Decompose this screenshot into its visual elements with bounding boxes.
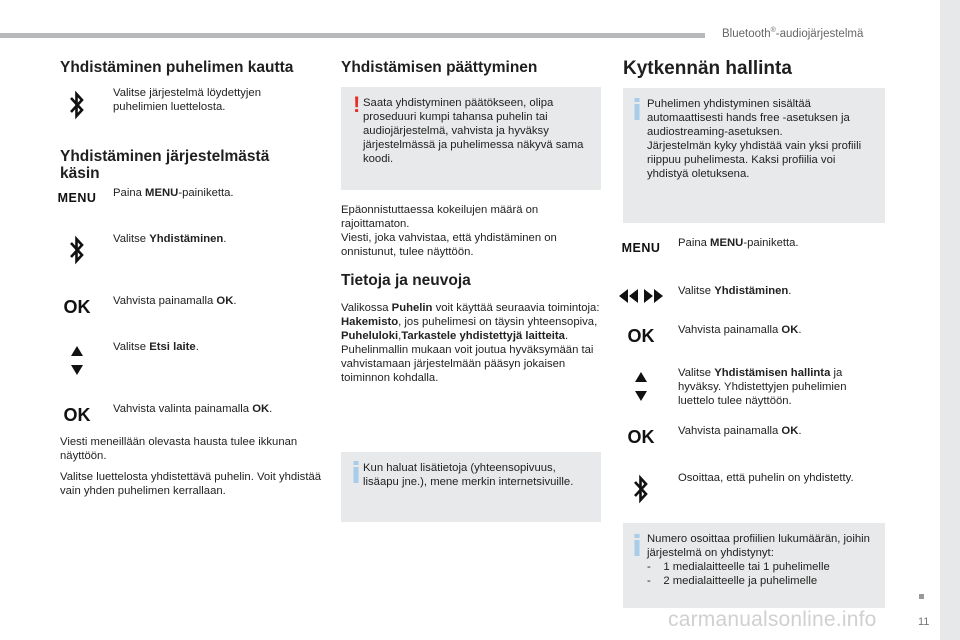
warning-box — [341, 87, 601, 190]
step-2 — [57, 228, 226, 272]
step-2 — [621, 283, 791, 309]
step-text: Osoittaa, että puhelin on yhdistetty. — [678, 472, 854, 484]
heading-pairing-end: Yhdistämisen päättyminen — [341, 59, 538, 76]
step-1 — [621, 236, 799, 260]
step-3 — [57, 294, 237, 320]
up-down-arrows-icon — [57, 340, 97, 380]
ok-button-icon: OK — [627, 325, 655, 346]
step-text: Vahvista valinta painamalla OK. — [113, 403, 273, 415]
page-header-title: Bluetooth®-audiojärjestelmä — [722, 27, 864, 40]
step-phone-select — [57, 86, 313, 124]
step-text: Valitse Yhdistämisen hallinta ja hyväksy. Yhdistettyjen puhelimien luettelo tulee näyttöön. — [678, 367, 847, 407]
info-icon — [634, 98, 639, 125]
info-icon — [634, 534, 639, 561]
step-text: Paina MENU-painiketta. — [113, 187, 234, 199]
step-5 — [57, 402, 272, 428]
ok-button-icon: OK — [63, 404, 91, 425]
step-4 — [57, 340, 199, 380]
page-number: 11 — [918, 616, 930, 628]
sidebar-marker — [919, 594, 924, 599]
step-text: Valitse Yhdistäminen. — [678, 285, 792, 297]
info-text: Numero osoittaa profiilien lukumäärän, joihin järjestelmä on yhdistynyt: - 1 medialaitteelle tai 1 puhelimelle - 2 medialaitteelle ja puhelimelle — [647, 533, 870, 587]
step-text: Valitse järjestelmä löydettyjen puhelimien luettelosta. — [113, 87, 261, 113]
header-bar — [0, 33, 705, 38]
paragraph-select-phone: Valitse luettelosta yhdistettävä puhelin. Voit yhdistää vain yhden puhelimen kerrallaan. — [60, 471, 322, 497]
info-text: Puhelimen yhdistyminen sisältää automaattisesti hands free -asetuksen ja audiostreaming-asetuksen. Järjestelmän kyky yhdistää vain yksi profiili riippuu puhelimesta. Kaksi profiilia voi yhdistyä oletuksena. — [647, 98, 862, 180]
step-text: Valitse Yhdistäminen. — [113, 233, 227, 245]
step-text: Valitse Etsi laite. — [113, 341, 199, 353]
bluetooth-icon — [621, 469, 661, 509]
step-1 — [57, 186, 234, 210]
paragraph-phone-menu: Valikossa Puhelin voit käyttää seuraavia toimintoja: Hakemisto, jos puhelimesi on täysin yhteensopiva, Puheluloki,Tarkastele yhdistettyjä laitteita. Puhelinmallin mukaan voit joutua hyväksymään tai vahvistamaan järjestelmään pääsyn jokaisen toiminnon kohdalla. — [341, 302, 600, 384]
warning-icon: ! — [353, 92, 361, 117]
ok-button-icon: OK — [627, 426, 655, 447]
step-text: Paina MENU-painiketta. — [678, 237, 799, 249]
page-sidebar — [940, 0, 960, 640]
step-6 — [621, 469, 854, 509]
menu-button-icon: MENU — [57, 191, 97, 205]
warning-text: Saata yhdistyminen päätökseen, olipa proseduuri kumpi tahansa puhelin tai audiojärjestelmä, vahvista ja hyväksy järjestelmässä ja puhelimessa näkyvä sama koodi. — [363, 97, 584, 165]
step-text: Vahvista painamalla OK. — [678, 324, 802, 336]
up-down-arrows-icon — [621, 366, 661, 406]
info-box-profiles — [623, 88, 885, 223]
step-5 — [621, 424, 802, 450]
seek-arrows-icon — [616, 283, 666, 309]
bluetooth-icon — [57, 86, 97, 124]
step-text: Vahvista painamalla OK. — [113, 295, 237, 307]
bluetooth-icon — [57, 228, 97, 272]
step-text: Vahvista painamalla OK. — [678, 425, 802, 437]
info-box-profile-count — [623, 523, 885, 608]
heading-info-advice: Tietoja ja neuvoja — [341, 272, 471, 289]
menu-button-icon: MENU — [621, 241, 661, 255]
info-icon — [353, 461, 358, 488]
ok-button-icon: OK — [63, 296, 91, 317]
step-4 — [621, 366, 868, 408]
info-text: Kun haluat lisätietoja (yhteensopivuus, lisäapu jne.), mene merkin internetsivuille. — [363, 462, 574, 488]
step-3 — [621, 323, 802, 349]
heading-connection-management: Kytkennän hallinta — [623, 58, 792, 79]
watermark: carmanualsonline.info — [668, 608, 877, 631]
paragraph-retry: Epäonnistuttaessa kokeilujen määrä on rajoittamaton. Viesti, joka vahvistaa, että yhdistäminen on onnistunut, tulee näyttöön. — [341, 204, 557, 258]
paragraph-search-message: Viesti meneillään olevasta hausta tulee ikkunan näyttöön. — [60, 436, 298, 462]
heading-pair-from-system: Yhdistäminen järjestelmästä käsin — [60, 148, 270, 182]
heading-pair-from-phone: Yhdistäminen puhelimen kautta — [60, 59, 294, 76]
info-box-more-info — [341, 452, 601, 522]
